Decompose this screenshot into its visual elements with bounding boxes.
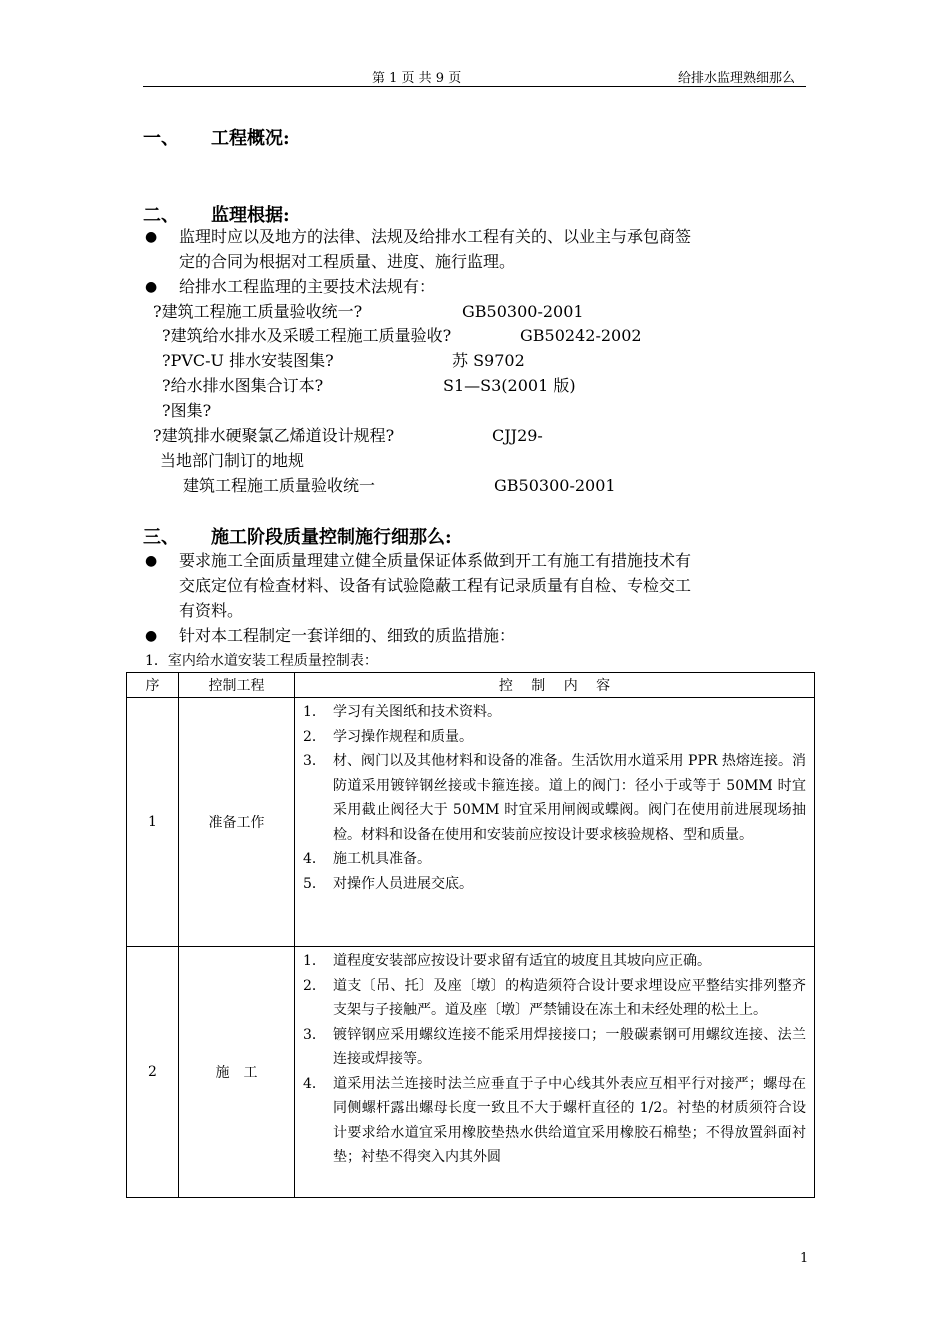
item-text: 道程度安装部应按设计要求留有适宜的坡度且其坡向应正确。: [333, 953, 711, 969]
regulation-name: ?建筑工程施工质量验收统一?: [153, 302, 363, 321]
regulation-name: ?图集?: [162, 401, 212, 420]
regulation-code: 苏 S9702: [452, 351, 525, 370]
section-2-heading: [143, 201, 290, 227]
regulation-code: CJJ29-: [492, 426, 543, 445]
table-row: [127, 947, 815, 1198]
bullet-icon: ●: [145, 229, 158, 245]
regulation-code: GB50300-2001: [494, 476, 616, 495]
list-item: [303, 749, 806, 847]
basis-bullet-1-line-2: 定的合同为根据对工程质量、进度、施行监理。: [179, 252, 516, 271]
item-text: 对操作人员进展交底。: [333, 875, 473, 892]
row-contents: [295, 947, 815, 1198]
section-1-heading: [143, 124, 290, 150]
section-3-title: 施工阶段质量控制施行细那么:: [211, 527, 452, 548]
regulation-name: ?PVC-U 排水安装图集?: [162, 351, 334, 370]
row-seq: 2: [127, 947, 179, 1198]
basis-bullet-1-line-1: 监理时应以及地方的法律、法规及给排水工程有关的、以业主与承包商签: [179, 227, 692, 246]
row-contents: [295, 698, 815, 947]
item-number: 5．: [303, 875, 326, 892]
section-2-title: 监理根据:: [211, 205, 290, 226]
quality-bullet-1-line-2: 交底定位有检查材料、设备有试验隐蔽工程有记录质量有自检、专检交工: [179, 576, 692, 595]
section-1-number: 一、: [143, 128, 179, 149]
quality-bullet-2: 针对本工程制定一套详细的、细致的质监措施：: [179, 626, 516, 645]
regulation-code: GB50242-2002: [520, 326, 642, 345]
item-number: 2．: [303, 728, 326, 745]
bullet-icon: ●: [145, 553, 158, 569]
item-text: 道支〔吊、托〕及座〔墩〕的构造须符合设计要求埋设应平整结实排列整齐支架与子接触严。道及座〔墩〕严禁铺设在冻土和未经处理的松土上。: [333, 977, 806, 1018]
page-number: 1: [800, 1251, 809, 1266]
regulation-name: ?给水排水图集合订本?: [162, 376, 324, 395]
row-item: 施 工: [179, 947, 295, 1198]
row-item: 准备工作: [179, 698, 295, 947]
item-text: 镀锌钢应采用螺纹连接不能采用焊接接口；一般碳素钢可用螺纹连接、法兰连接或焊接等。: [333, 1026, 806, 1067]
item-number: 3．: [303, 753, 326, 769]
table-row: [127, 698, 815, 947]
header-control-content: 控 制 内 容: [295, 673, 815, 698]
item-text: 施工机具准备。: [333, 851, 431, 867]
quality-bullet-1-line-3: 有资料。: [179, 601, 244, 620]
section-1-title: 工程概况:: [211, 128, 290, 149]
item-number: 4．: [303, 1075, 326, 1092]
item-number: 3．: [303, 1026, 326, 1043]
list-item: [303, 1023, 806, 1072]
list-item: [303, 725, 806, 750]
list-item: [303, 872, 806, 897]
item-text: 学习有关图纸和技术资料。: [333, 704, 501, 720]
item-number: 1．: [303, 704, 326, 720]
quality-bullet-1-line-1: 要求施工全面质量理建立健全质量保证体系做到开工有施工有措施技术有: [179, 551, 692, 570]
table-header-row: [127, 673, 815, 698]
item-text: 道采用法兰连接时法兰应垂直于子中心线其外表应互相平行对接严；螺母在同侧螺杆露出螺母长度一致且不大于螺杆直径的 1/2。衬垫的材质须符合设计要求给水道宜采用橡胶垫热水供给道宜采用橡胶石棉垫；不得放置斜面衬垫；衬垫不得突入内其外圆: [333, 1075, 806, 1165]
item-number: 2．: [303, 977, 326, 994]
list-item: [303, 1072, 806, 1170]
table-caption: 1．室内给水道安装工程质量控制表：: [145, 653, 378, 669]
item-text: 材、阀门以及其他材料和设备的准备。生活饮用水道采用 PPR 热熔连接。消防道采用镀锌钢丝接或卡箍连接。道上的阀门：径小于或等于 50MM 时宜采用截止阀径大于 50MM 时宜采用闸阀或蝶阀。阀门在使用前进展现场抽检。材料和设备在使用和安装前应按设计要求核验规格、型和质量。: [333, 753, 806, 843]
header-rule: [143, 86, 806, 87]
list-item: [303, 700, 806, 725]
item-text: 学习操作规程和质量。: [333, 728, 473, 745]
regulation-code: GB50300-2001: [462, 302, 584, 321]
bullet-icon: ●: [145, 628, 158, 644]
row-seq: 1: [127, 698, 179, 947]
list-item: [303, 847, 806, 872]
quality-control-table: [126, 672, 815, 1198]
regulation-name: ?建筑排水硬聚氯乙烯道设计规程?: [153, 426, 395, 445]
list-item: [303, 974, 806, 1023]
header-control-item: 控制工程: [179, 673, 295, 698]
section-3-number: 三、: [143, 527, 179, 548]
section-3-heading: [143, 523, 452, 549]
header-seq: 序: [127, 673, 179, 698]
item-number: 4．: [303, 851, 326, 867]
regulation-name: 建筑工程施工质量验收统一: [183, 476, 376, 495]
item-number: 1．: [303, 953, 326, 969]
section-2-number: 二、: [143, 205, 179, 226]
regulation-name: 当地部门制订的地规: [160, 451, 305, 470]
regulation-code: S1—S3(2001 版): [443, 376, 576, 395]
header-doc-title: 给排水监理熟细那么: [678, 71, 796, 86]
list-item: [303, 949, 806, 974]
bullet-icon: ●: [145, 279, 158, 295]
regulation-name: ?建筑给水排水及采暖工程施工质量验收?: [162, 326, 452, 345]
basis-bullet-2: 给排水工程监理的主要技术法规有：: [179, 277, 436, 296]
header-page-label: 第 1 页 共 9 页: [372, 71, 462, 86]
